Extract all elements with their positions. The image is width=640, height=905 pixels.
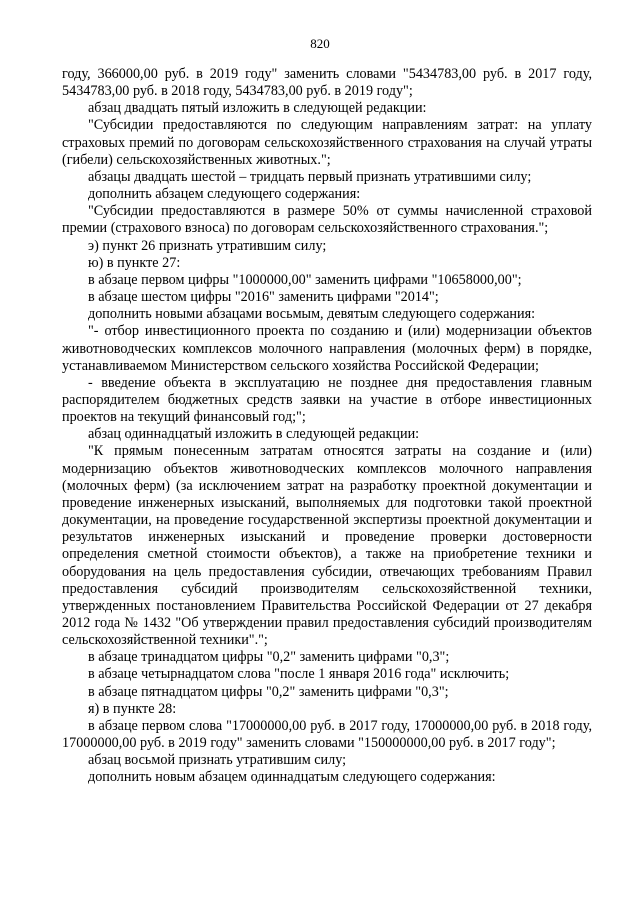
paragraph: "Субсидии предоставляются по следующим направлениям затрат: на уплату страховых премий по договорам сельскохозяйственного страхования на случай утраты (гибели) сельскохозяйственных животных.";: [62, 117, 592, 168]
document-body: [62, 66, 592, 787]
paragraph: дополнить абзацем следующего содержания:: [88, 186, 361, 203]
page-number: 820: [310, 36, 330, 51]
paragraph: абзац двадцать пятый изложить в следующей редакции:: [88, 100, 427, 117]
paragraph: дополнить новым абзацем одиннадцатым следующего содержания:: [88, 769, 496, 786]
paragraph: абзац восьмой признать утратившим силу;: [88, 752, 347, 769]
paragraph: э) пункт 26 признать утратившим силу;: [88, 237, 327, 254]
paragraph: в абзаце первом слова "17000000,00 руб. в 2017 году, 17000000,00 руб. в 2018 году, 17000000,00 руб. в 2019 году" заменить словами "150000000,00 руб. в 2017 году";: [62, 717, 592, 752]
paragraph: "К прямым понесенным затратам относятся затраты на создание и (или) модернизацию объектов животноводческих комплексов молочного направления (молочных ферм) (за исключением затрат на разработку проектной документации и проведение инженерных изысканий, выполняемых для подготовки такой проектной документации, на проведение государственной экспертизы проектной документации и результатов инженерных изысканий и проведение проверки достоверности определения сметной стоимости объектов), а также на приобретение техники и оборудования на цель предоставления субсидии, отвечающих требованиям Правил предоставления субсидий производителям сельскохозяйственной техники, утвержденных постановлением Правительства Российской Федерации от 27 декабря 2012 года № 1432 "Об утверждении правил предоставления субсидий производителям сельскохозяйственной техники".";: [62, 443, 592, 649]
paragraph: "Субсидии предоставляются в размере 50% от суммы начисленной страховой премии (страхового взноса) по договорам сельскохозяйственного страхования.";: [62, 203, 592, 237]
paragraph: в абзаце пятнадцатом цифры "0,2" заменить цифрами "0,3";: [88, 683, 449, 700]
paragraph: дополнить новыми абзацами восьмым, девятым следующего содержания:: [88, 306, 536, 323]
paragraph: "- отбор инвестиционного проекта по созданию и (или) модернизации объектов животноводческих комплексов молочного направления (молочных ферм) в порядке, устанавливаемом Министерством сельского хозяйства Российской Федерации;: [62, 323, 592, 374]
paragraph: в абзаце тринадцатом цифры "0,2" заменить цифрами "0,3";: [88, 649, 450, 666]
paragraph: абзацы двадцать шестой – тридцать первый признать утратившими силу;: [88, 168, 532, 185]
paragraph: году, 366000,00 руб. в 2019 году" заменить словами "5434783,00 руб. в 2017 году, 5434783,00 руб. в 2018 году, 5434783,00 руб. в 2019 году";: [62, 66, 592, 100]
paragraph: ю) в пункте 27:: [88, 254, 181, 271]
paragraph: в абзаце четырнадцатом слова "после 1 января 2016 года" исключить;: [88, 666, 510, 683]
paragraph: в абзаце первом цифры "1000000,00" заменить цифрами "10658000,00";: [88, 271, 522, 288]
paragraph: я) в пункте 28:: [88, 700, 177, 717]
paragraph: абзац одиннадцатый изложить в следующей редакции:: [88, 426, 420, 443]
paragraph: - введение объекта в эксплуатацию не позднее дня предоставления главным распорядителем бюджетных средств заявки на участие в отборе инвестиционных проектов на текущий финансовый год;";: [62, 374, 592, 426]
paragraph: в абзаце шестом цифры "2016" заменить цифрами "2014";: [88, 289, 439, 306]
